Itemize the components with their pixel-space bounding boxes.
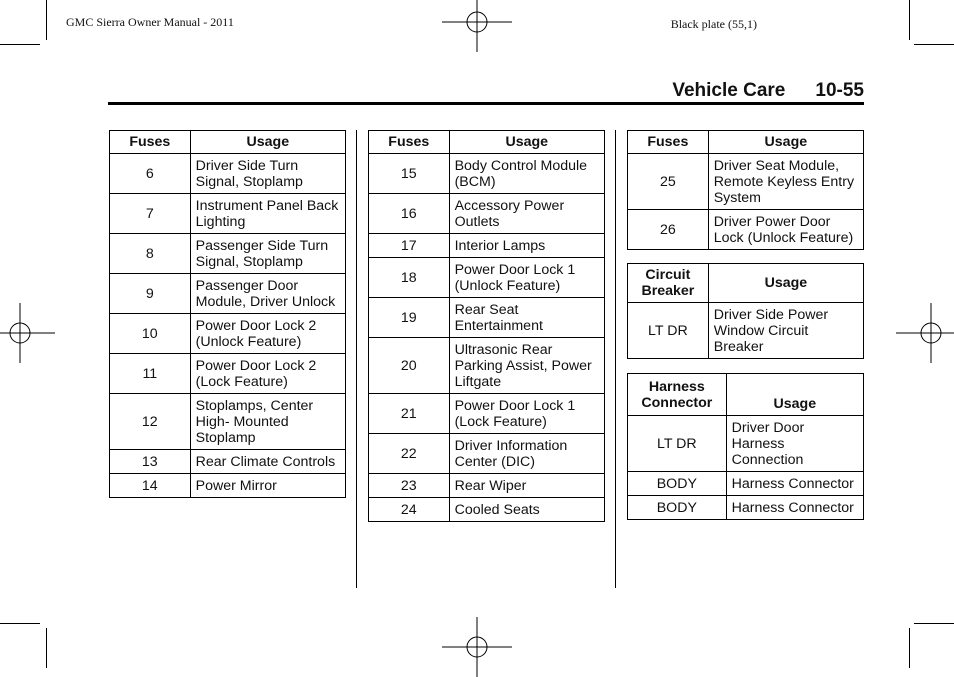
- table-header-row: [628, 264, 864, 303]
- table-row: [110, 234, 346, 274]
- fuse-usage: Ultrasonic Rear Parking Assist, Power Liftgate: [449, 338, 604, 394]
- table-row: [369, 258, 605, 298]
- section-title: Vehicle Care: [672, 80, 786, 101]
- registration-mark-right: [896, 303, 954, 363]
- crop-mark: [909, 628, 910, 668]
- connector-id: BODY: [628, 472, 727, 496]
- breaker-usage: Driver Side Power Window Circuit Breaker: [708, 303, 863, 359]
- fuse-usage: Cooled Seats: [449, 498, 604, 522]
- table-row: [628, 496, 864, 520]
- fuse-number: 19: [369, 298, 450, 338]
- fuse-usage: Stoplamps, Center High- Mounted Stoplamp: [190, 394, 345, 450]
- registration-mark-bottom: [442, 617, 512, 677]
- fuse-number: 26: [628, 210, 709, 250]
- table-header-row: [628, 131, 864, 154]
- crop-mark: [914, 623, 954, 624]
- table-row: [110, 474, 346, 498]
- table-row: [110, 450, 346, 474]
- connector-usage: Harness Connector: [726, 472, 863, 496]
- fuse-usage: Body Control Module (BCM): [449, 154, 604, 194]
- table-row: [628, 210, 864, 250]
- column-header: Usage: [190, 131, 345, 154]
- table-row: [369, 394, 605, 434]
- fuse-number: 20: [369, 338, 450, 394]
- fuse-usage: Power Door Lock 1 (Unlock Feature): [449, 258, 604, 298]
- fuse-number: 8: [110, 234, 191, 274]
- plate-label: Black plate (55,1): [670, 17, 757, 31]
- fuse-number: 9: [110, 274, 191, 314]
- fuse-number: 7: [110, 194, 191, 234]
- page-number: 10-55: [815, 80, 864, 101]
- crop-mark: [46, 628, 47, 668]
- fuse-number: 14: [110, 474, 191, 498]
- fuse-usage: Rear Climate Controls: [190, 450, 345, 474]
- fuse-usage: Passenger Door Module, Driver Unlock: [190, 274, 345, 314]
- fuse-number: 25: [628, 154, 709, 210]
- section-heading: [672, 80, 864, 102]
- connector-usage: Harness Connector: [726, 496, 863, 520]
- table-row: [369, 338, 605, 394]
- table-row: [369, 298, 605, 338]
- fuse-number: 11: [110, 354, 191, 394]
- table-row: [110, 154, 346, 194]
- column-divider: [356, 130, 357, 588]
- table-row: [369, 474, 605, 498]
- fuse-usage: Power Door Lock 2 (Unlock Feature): [190, 314, 345, 354]
- header-rule: [108, 102, 864, 105]
- fuse-number: 24: [369, 498, 450, 522]
- fuse-usage: Accessory Power Outlets: [449, 194, 604, 234]
- table-row: [369, 234, 605, 258]
- fuse-number: 6: [110, 154, 191, 194]
- fuse-usage: Rear Seat Entertainment: [449, 298, 604, 338]
- column-header: Fuses: [369, 131, 450, 154]
- column-header: Fuses: [110, 131, 191, 154]
- column-header: Circuit Breaker: [628, 264, 709, 303]
- table-row: [110, 394, 346, 450]
- fuse-number: 15: [369, 154, 450, 194]
- table-row: [369, 498, 605, 522]
- registration-mark-left: [0, 303, 55, 363]
- fuse-usage: Passenger Side Turn Signal, Stoplamp: [190, 234, 345, 274]
- column-header: Harness Connector: [628, 374, 727, 416]
- fuse-number: 16: [369, 194, 450, 234]
- fuse-table-3: [627, 130, 864, 250]
- table-header-row: [110, 131, 346, 154]
- fuse-number: 22: [369, 434, 450, 474]
- circuit-breaker-table: [627, 263, 864, 359]
- crop-mark: [909, 0, 910, 40]
- fuse-usage: Power Door Lock 1 (Lock Feature): [449, 394, 604, 434]
- column-divider: [615, 130, 616, 588]
- fuse-usage: Driver Information Center (DIC): [449, 434, 604, 474]
- crop-mark: [914, 44, 954, 45]
- fuse-number: 17: [369, 234, 450, 258]
- fuse-number: 13: [110, 450, 191, 474]
- fuse-table-1: [109, 130, 346, 498]
- connector-id: BODY: [628, 496, 727, 520]
- fuse-usage: Driver Side Turn Signal, Stoplamp: [190, 154, 345, 194]
- table-row: [369, 194, 605, 234]
- crop-mark: [0, 623, 40, 624]
- fuse-usage: Driver Power Door Lock (Unlock Feature): [708, 210, 863, 250]
- table-row: [628, 303, 864, 359]
- fuse-number: 12: [110, 394, 191, 450]
- column-header: Usage: [708, 264, 863, 303]
- fuse-usage: Power Mirror: [190, 474, 345, 498]
- fuse-usage: Rear Wiper: [449, 474, 604, 498]
- column-header: Usage: [708, 131, 863, 154]
- breaker-id: LT DR: [628, 303, 709, 359]
- crop-mark: [0, 44, 40, 45]
- table-row: [110, 274, 346, 314]
- fuse-number: 21: [369, 394, 450, 434]
- fuse-usage: Interior Lamps: [449, 234, 604, 258]
- connector-usage: Driver Door Harness Connection: [726, 416, 863, 472]
- table-header-row: [628, 374, 864, 416]
- column-header: Usage: [449, 131, 604, 154]
- connector-id: LT DR: [628, 416, 727, 472]
- table-row: [628, 154, 864, 210]
- fuse-number: 18: [369, 258, 450, 298]
- crop-mark: [46, 0, 47, 40]
- table-row: [369, 154, 605, 194]
- table-row: [110, 314, 346, 354]
- table-row: [628, 416, 864, 472]
- manual-title: GMC Sierra Owner Manual - 2011: [66, 15, 234, 29]
- table-row: [110, 354, 346, 394]
- fuse-usage: Power Door Lock 2 (Lock Feature): [190, 354, 345, 394]
- fuse-number: 23: [369, 474, 450, 498]
- fuse-usage: Driver Seat Module, Remote Keyless Entry System: [708, 154, 863, 210]
- fuse-table-2: [368, 130, 605, 522]
- column-header: Usage: [726, 374, 863, 416]
- column-header: Fuses: [628, 131, 709, 154]
- harness-connector-table: [627, 373, 864, 520]
- table-row: [110, 194, 346, 234]
- fuse-number: 10: [110, 314, 191, 354]
- table-row: [628, 472, 864, 496]
- table-row: [369, 434, 605, 474]
- registration-mark-top: [442, 0, 512, 52]
- fuse-usage: Instrument Panel Back Lighting: [190, 194, 345, 234]
- table-header-row: [369, 131, 605, 154]
